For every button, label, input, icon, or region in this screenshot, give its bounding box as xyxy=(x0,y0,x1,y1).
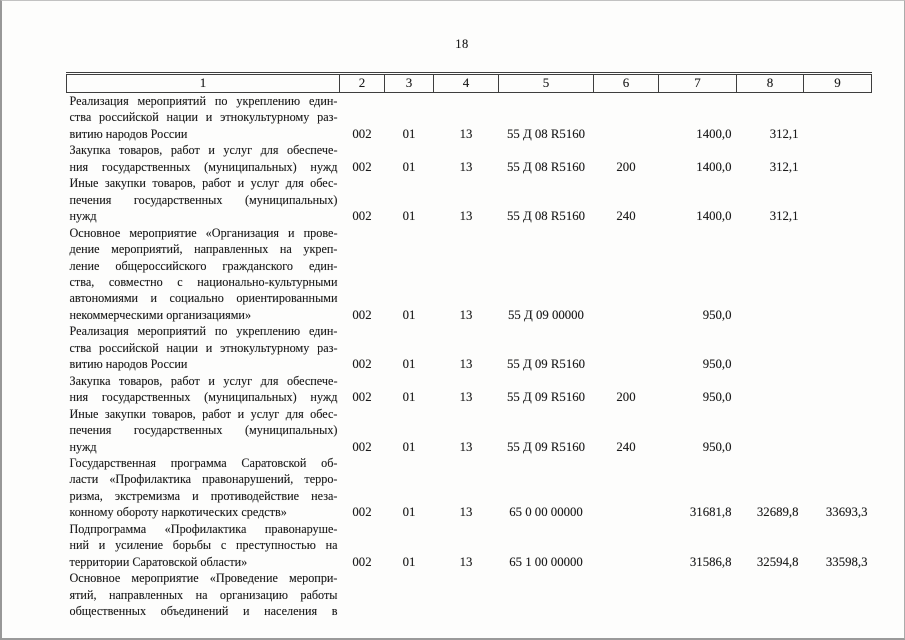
row-title-line: ятий, направленных на организацию работы xyxy=(69,587,338,602)
row-title-line: ния государственных (муниципальных) нужд xyxy=(69,390,338,405)
row-title-line: некоммерческими организациями» xyxy=(69,307,252,322)
row-title-cell xyxy=(67,521,340,570)
row-title-line: общественных объединений и населения в xyxy=(69,604,338,619)
table-row xyxy=(67,175,872,224)
row-title-line: ризма, экстремизма и противодействие неза- xyxy=(69,488,338,503)
cell-col8: 32689,8 xyxy=(756,505,799,520)
cell-col2: 002 xyxy=(352,357,372,372)
cell-col6: 200 xyxy=(616,159,636,174)
cell-col9 xyxy=(804,406,872,455)
cell-col7: 31586,8 xyxy=(689,554,732,569)
row-title-line: Иные закупки товаров, работ и услуг для обес- xyxy=(69,176,338,191)
row-title-line: витию народов России xyxy=(69,357,188,372)
table-row xyxy=(67,455,872,521)
cell-col4: 13 xyxy=(459,126,473,141)
cell-col2: 002 xyxy=(352,390,372,405)
cell-col8: 32594,8 xyxy=(756,554,799,569)
cell-col8 xyxy=(737,406,804,455)
table-row xyxy=(67,373,872,406)
cell-col7 xyxy=(659,570,737,619)
cell-col2: 002 xyxy=(352,126,372,141)
cell-col5: 55 Д 09 00000 xyxy=(508,307,584,322)
cell-col3: 01 xyxy=(402,357,416,372)
row-title-line: ства российской нации и этнокультурному раз- xyxy=(69,340,338,355)
cell-col4: 13 xyxy=(459,159,473,174)
cell-col4: 13 xyxy=(459,390,473,405)
row-title-line: Иные закупки товаров, работ и услуг для обес- xyxy=(69,406,338,421)
cell-col3 xyxy=(385,570,434,619)
row-title-line: нужд xyxy=(69,439,97,454)
row-title-line: Закупка товаров, работ и услуг для обеспече- xyxy=(69,373,338,388)
cell-col8 xyxy=(737,373,804,406)
row-title-line: Реализация мероприятий по укреплению един- xyxy=(69,94,338,108)
header-cell-col5: 5 xyxy=(499,74,594,93)
cell-col5: 55 Д 08 R5160 xyxy=(506,126,586,141)
cell-col6: 240 xyxy=(616,209,636,224)
row-title-line: автономиями и социально ориентированными xyxy=(69,291,338,306)
cell-col7: 950,0 xyxy=(702,357,732,372)
row-title-line: конному обороту наркотических средств» xyxy=(69,505,287,520)
budget-table xyxy=(66,72,872,620)
cell-col4: 13 xyxy=(459,439,473,454)
cell-col3: 01 xyxy=(402,390,416,405)
header-cell-col4: 4 xyxy=(434,74,499,93)
cell-col8 xyxy=(737,225,804,324)
row-title-line: нужд xyxy=(69,209,97,224)
cell-col7: 950,0 xyxy=(702,439,732,454)
row-title-line: Государственная программа Саратовской об- xyxy=(69,455,338,470)
cell-col5: 65 0 00 00000 xyxy=(509,505,583,520)
cell-col7: 950,0 xyxy=(702,390,732,405)
header-cell-col8: 8 xyxy=(737,74,804,93)
table-header-row xyxy=(67,74,872,93)
cell-col9: 33693,3 xyxy=(825,505,868,520)
cell-col3: 01 xyxy=(402,126,416,141)
row-title-line: ства, совместно с национально-культурными xyxy=(69,274,338,289)
cell-col6 xyxy=(594,455,659,521)
header-cell-col6: 6 xyxy=(594,74,659,93)
cell-col5: 55 Д 08 R5160 xyxy=(506,209,586,224)
cell-col7: 1400,0 xyxy=(696,126,732,141)
cell-col6 xyxy=(594,323,659,372)
cell-col7: 950,0 xyxy=(702,307,732,322)
cell-col2: 002 xyxy=(352,307,372,322)
cell-col5: 65 1 00 00000 xyxy=(509,554,583,569)
cell-col5: 55 Д 09 R5160 xyxy=(506,390,586,405)
cell-col8 xyxy=(737,323,804,372)
row-title-line: Реализация мероприятий по укреплению един- xyxy=(69,324,338,339)
cell-col5: 55 Д 09 R5160 xyxy=(506,439,586,454)
row-title-line: ний и усиление борьбы с преступностью на xyxy=(69,538,338,553)
table-header xyxy=(67,74,872,93)
cell-col7: 1400,0 xyxy=(696,209,732,224)
cell-col3: 01 xyxy=(402,209,416,224)
row-title-line: печения государственных (муниципальных) xyxy=(69,192,338,207)
header-cell-col1: 1 xyxy=(67,74,340,93)
cell-col6: 240 xyxy=(616,439,636,454)
cell-col6 xyxy=(594,93,659,143)
row-title-cell xyxy=(67,175,340,224)
row-title-line: витию народов России xyxy=(69,126,188,141)
row-title-cell xyxy=(67,406,340,455)
page-number: 18 xyxy=(455,37,469,51)
cell-col9 xyxy=(804,142,872,175)
cell-col8: 312,1 xyxy=(769,159,799,174)
row-title-cell xyxy=(67,225,340,324)
row-title-cell xyxy=(67,455,340,521)
cell-col4: 13 xyxy=(459,307,473,322)
row-title-cell xyxy=(67,323,340,372)
table-row xyxy=(67,93,872,143)
row-title-line: Закупка товаров, работ и услуг для обеспече- xyxy=(69,143,338,158)
cell-col5 xyxy=(499,570,594,619)
row-title-line: печения государственных (муниципальных) xyxy=(69,423,338,438)
row-title-cell xyxy=(67,93,340,143)
row-title-line: ление общероссийского гражданского един- xyxy=(69,258,338,273)
cell-col2: 002 xyxy=(352,439,372,454)
row-title-line: дение мероприятий, направленных на укреп- xyxy=(69,242,338,257)
cell-col6 xyxy=(594,225,659,324)
cell-col6: 200 xyxy=(616,390,636,405)
table-body xyxy=(67,93,872,620)
cell-col9 xyxy=(804,570,872,619)
cell-col8 xyxy=(737,570,804,619)
row-title-cell xyxy=(67,373,340,406)
cell-col5: 55 Д 09 R5160 xyxy=(506,357,586,372)
cell-col8: 312,1 xyxy=(769,126,799,141)
cell-col9 xyxy=(804,225,872,324)
cell-col3: 01 xyxy=(402,439,416,454)
cell-col9: 33598,3 xyxy=(825,554,868,569)
cell-col2: 002 xyxy=(352,505,372,520)
cell-col3: 01 xyxy=(402,159,416,174)
row-title-line: ства российской нации и этнокультурному раз- xyxy=(69,110,338,125)
row-title-line: ния государственных (муниципальных) нужд xyxy=(69,159,338,174)
cell-col8: 312,1 xyxy=(769,209,799,224)
table-row xyxy=(67,142,872,175)
cell-col9 xyxy=(804,373,872,406)
row-title-line: Основное мероприятие «Организация и прове- xyxy=(69,225,338,240)
cell-col4: 13 xyxy=(459,554,473,569)
table-row xyxy=(67,225,872,324)
row-title-cell xyxy=(67,570,340,619)
cell-col3: 01 xyxy=(402,554,416,569)
cell-col2: 002 xyxy=(352,209,372,224)
cell-col9 xyxy=(804,175,872,224)
cell-col9 xyxy=(804,93,872,143)
cell-col3: 01 xyxy=(402,505,416,520)
row-title-line: Подпрограмма «Профилактика правонаруше- xyxy=(69,521,338,536)
header-cell-col3: 3 xyxy=(385,74,434,93)
cell-col4 xyxy=(434,570,499,619)
cell-col5: 55 Д 08 R5160 xyxy=(506,159,586,174)
row-title-cell xyxy=(67,142,340,175)
cell-col4: 13 xyxy=(459,357,473,372)
table-row xyxy=(67,323,872,372)
table-row xyxy=(67,570,872,619)
cell-col2: 002 xyxy=(352,554,372,569)
cell-col9 xyxy=(804,323,872,372)
row-title-line: ласти «Профилактика правонарушений, терро- xyxy=(69,472,338,487)
table-row xyxy=(67,406,872,455)
cell-col4: 13 xyxy=(459,505,473,520)
cell-col4: 13 xyxy=(459,209,473,224)
cell-col7: 1400,0 xyxy=(696,159,732,174)
row-title-line: территории Саратовской области» xyxy=(69,554,248,569)
cell-col6 xyxy=(594,570,659,619)
header-cell-col7: 7 xyxy=(659,74,737,93)
table-row xyxy=(67,521,872,570)
cell-col7: 31681,8 xyxy=(689,505,732,520)
cell-col3: 01 xyxy=(402,307,416,322)
header-cell-col2: 2 xyxy=(340,74,385,93)
header-cell-col9: 9 xyxy=(804,74,872,93)
cell-col2: 002 xyxy=(352,159,372,174)
cell-col2 xyxy=(340,570,385,619)
row-title-line: Основное мероприятие «Проведение меропри- xyxy=(69,571,338,586)
cell-col6 xyxy=(594,521,659,570)
